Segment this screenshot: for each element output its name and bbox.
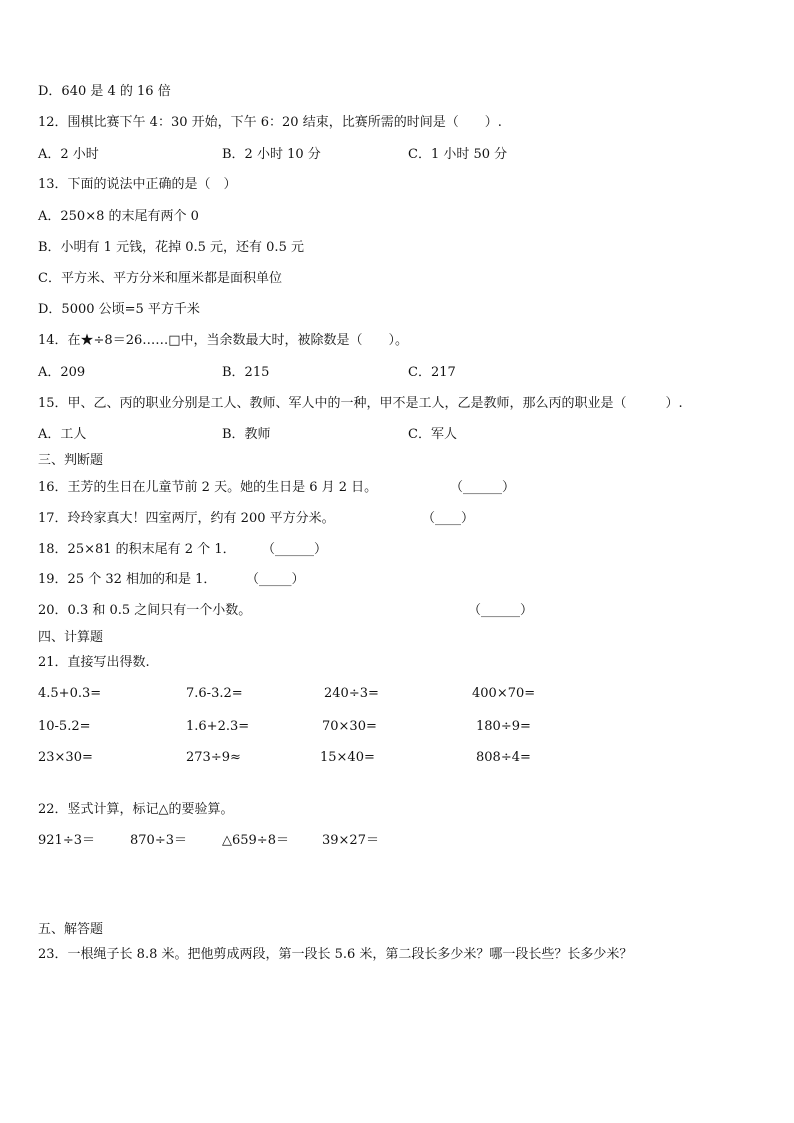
q22-item: 39×27＝ bbox=[322, 833, 379, 848]
q21-item: 180÷9= bbox=[476, 719, 531, 734]
q21-stem: 21．直接写出得数. bbox=[38, 655, 150, 670]
q21-item: 15×40= bbox=[320, 750, 375, 765]
q21-item: 4.5+0.3= bbox=[38, 686, 102, 701]
q19-text: 19．25 个 32 相加的和是 1． bbox=[38, 572, 217, 587]
q22-item: △659÷8＝ bbox=[222, 833, 289, 848]
q18-text: 18．25×81 的积末尾有 2 个 1． bbox=[38, 542, 236, 557]
q13-option-a: A．250×8 的末尾有两个 0 bbox=[38, 209, 199, 224]
q14-stem: 14．在★÷8＝26……□中，当余数最大时，被除数是（ ）。 bbox=[38, 333, 409, 348]
q12-option-a: A．2 小时 bbox=[38, 147, 99, 162]
q22-item: 870÷3＝ bbox=[130, 833, 187, 848]
q12-stem: 12．围棋比赛下午 4：30 开始，下午 6：20 结束，比赛所需的时间是（ ）. bbox=[38, 115, 502, 130]
q19-answer-blank[interactable]: （_____） bbox=[246, 572, 305, 587]
q21-item: 273÷9≈ bbox=[186, 750, 241, 765]
q13-stem: 13．下面的说法中正确的是（ ） bbox=[38, 177, 237, 192]
q22-item: 921÷3＝ bbox=[38, 833, 95, 848]
q15-option-a: A．工人 bbox=[38, 427, 87, 442]
section-5-heading: 五、解答题 bbox=[38, 922, 104, 937]
q15-option-c: C．军人 bbox=[408, 427, 457, 442]
q20-answer-blank[interactable]: （______） bbox=[468, 603, 534, 618]
q13-option-c: C．平方米、平方分米和厘米都是面积单位 bbox=[38, 271, 282, 286]
q21-item: 1.6+2.3= bbox=[186, 719, 250, 734]
q12-option-b: B．2 小时 10 分 bbox=[222, 147, 321, 162]
section-3-heading: 三、判断题 bbox=[38, 453, 104, 468]
q17-answer-blank[interactable]: （____） bbox=[422, 511, 475, 526]
q22-stem: 22．竖式计算，标记△的要验算。 bbox=[38, 802, 234, 817]
q21-item: 10-5.2= bbox=[38, 719, 91, 734]
q21-item: 400×70= bbox=[472, 686, 536, 701]
q18-answer-blank[interactable]: （______） bbox=[262, 542, 328, 557]
q14-option-a: A．209 bbox=[38, 365, 86, 380]
q21-item: 240÷3= bbox=[324, 686, 379, 701]
section-4-heading: 四、计算题 bbox=[38, 630, 104, 645]
q21-item: 7.6-3.2= bbox=[186, 686, 243, 701]
q13-option-b: B．小明有 1 元钱，花掉 0.5 元，还有 0.5 元 bbox=[38, 240, 304, 255]
q17-text: 17．玲玲家真大！四室两厅，约有 200 平方分米。 bbox=[38, 511, 335, 526]
q14-option-b: B．215 bbox=[222, 365, 270, 380]
q21-item: 808÷4= bbox=[476, 750, 531, 765]
q15-stem: 15．甲、乙、丙的职业分别是工人、教师、军人中的一种，甲不是工人，乙是教师，那么丙的职业是（ ）. bbox=[38, 396, 683, 411]
q12-option-c: C．1 小时 50 分 bbox=[408, 147, 508, 162]
q14-option-c: C．217 bbox=[408, 365, 456, 380]
q20-text: 20．0.3 和 0.5 之间只有一个小数。 bbox=[38, 603, 252, 618]
q16-answer-blank[interactable]: （______） bbox=[450, 480, 516, 495]
q16-text: 16．王芳的生日在儿童节前 2 天。她的生日是 6 月 2 日。 bbox=[38, 480, 378, 495]
q21-item: 23×30= bbox=[38, 750, 93, 765]
q15-option-b: B．教师 bbox=[222, 427, 271, 442]
q13-option-d: D．5000 公顷=5 平方千米 bbox=[38, 302, 200, 317]
q23-stem: 23．一根绳子长 8.8 米。把他剪成两段，第一段长 5.6 米，第二段长多少米？哪一段长些？长多少米？ bbox=[38, 947, 633, 962]
q11-option-d: D．640 是 4 的 16 倍 bbox=[38, 84, 171, 99]
q21-item: 70×30= bbox=[322, 719, 377, 734]
